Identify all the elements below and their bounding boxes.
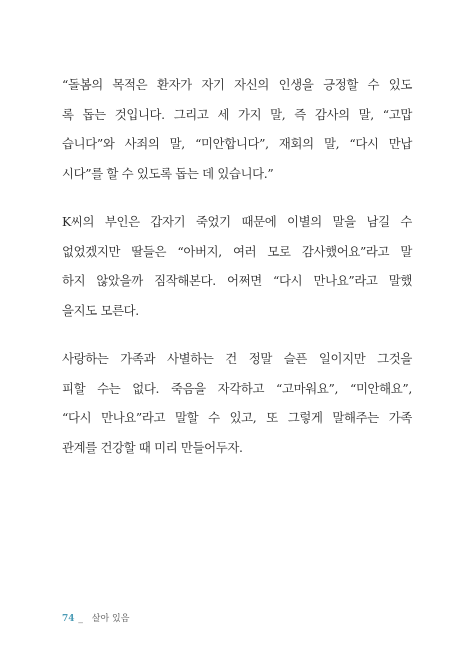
running-title: 살아 있음 bbox=[91, 614, 130, 624]
page-footer bbox=[62, 611, 129, 624]
text-line: 시다”를 할 수 있도록 돕는 데 있습니다.” bbox=[62, 165, 274, 181]
text-line: “돌봄의 목적은 환자가 자기 자신의 인생을 긍정할 수 있도 bbox=[62, 77, 412, 92]
text-line: 하지 않았을까 짐작해본다. 어쩌면 “다시 만나요”라고 말했 bbox=[62, 273, 412, 288]
footer-separator: _ bbox=[78, 614, 83, 624]
text-line: 없었겠지만 딸들은 “아버지, 여러 모로 감사했어요”라고 말 bbox=[62, 243, 412, 259]
text-line: 사랑하는 가족과 사별하는 건 정말 슬픈 일이지만 그것을 bbox=[62, 351, 412, 366]
text-line: 관계를 건강할 때 미리 만들어두자. bbox=[62, 439, 243, 455]
paragraph-quote-care bbox=[62, 70, 412, 188]
text-line: 습니다”와 사죄의 말, “미안합니다”, 재회의 말, “다시 만납 bbox=[62, 136, 412, 151]
text-line: K씨의 부인은 갑자기 죽었기 때문에 이별의 말을 남길 수 bbox=[62, 214, 412, 229]
paragraph-wife-story bbox=[62, 207, 412, 325]
text-line: 을지도 모른다. bbox=[62, 302, 139, 318]
text-line: 피할 수는 없다. 죽음을 자각하고 “고마워요”, “미안해요”, bbox=[62, 380, 412, 396]
paragraph-family-farewell bbox=[62, 344, 412, 462]
text-line: 록 돕는 것입니다. 그리고 세 가지 말, 즉 감사의 말, “고맙 bbox=[62, 106, 412, 122]
page-number: 74 bbox=[62, 614, 75, 624]
text-line: “다시 만나요”라고 말할 수 있고, 또 그렇게 말해주는 가족 bbox=[62, 410, 412, 425]
